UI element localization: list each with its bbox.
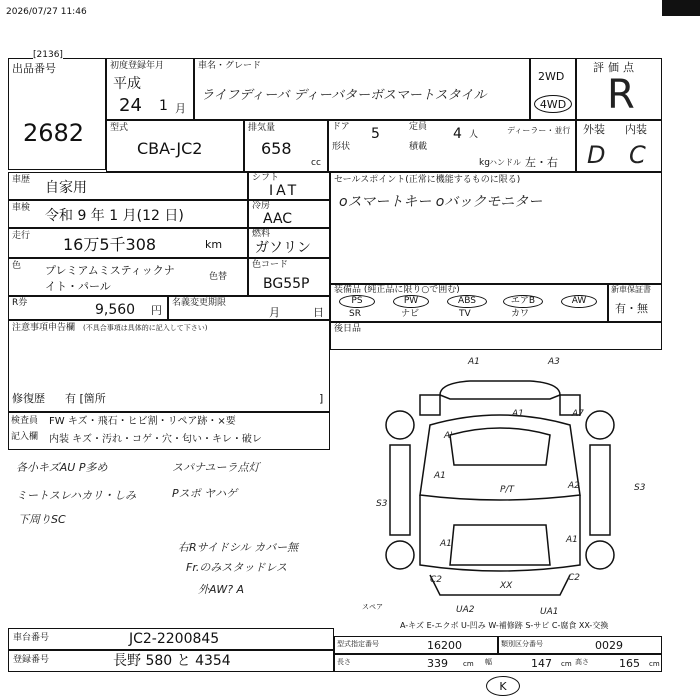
dmg-label-sill-right: S3 [634, 483, 646, 493]
equip-navi: ナビ [401, 309, 420, 319]
handle-label: ハンドル [489, 158, 521, 167]
type-designation-label: 型式指定番号 [337, 640, 379, 648]
inspector-box [8, 412, 330, 450]
spec-box [328, 120, 576, 172]
equip-abs: ABS [447, 295, 487, 308]
notes-sub: (不具合事項は具体的に記入して下さい) [83, 324, 208, 332]
height-value: 165 [619, 657, 640, 670]
sales-points-box [330, 172, 662, 284]
transfer-month: 月 [269, 306, 280, 319]
dmg-label-sill-left: S3 [376, 499, 388, 509]
fuel-value: ガソリン [255, 240, 311, 256]
equip-airbag: エアB [503, 295, 543, 308]
dmg-label-roof: P/T [500, 485, 514, 495]
transfer-row [168, 296, 330, 320]
handnote-5: Pスポ ヤハゲ [172, 487, 238, 500]
equipment-box [330, 284, 608, 322]
shift-row [248, 172, 330, 200]
first-reg-year: 24 [119, 95, 142, 116]
drive-2wd: 2WD [538, 70, 565, 83]
first-reg-unit: 月 [175, 102, 186, 115]
dmg-label-front-right: A3 [548, 357, 560, 367]
fuel-label: 燃料 [252, 229, 271, 239]
score-label: 評価点 [593, 61, 638, 74]
dmg-label-door-left: A1 [434, 471, 446, 481]
capacity-value: 4 [453, 126, 462, 142]
model-box [106, 120, 244, 172]
dmg-label-hood: A1 [512, 409, 524, 419]
aftermarket-box [330, 322, 662, 350]
class-number-row [498, 636, 662, 654]
dmg-label-fender-right: A7 [572, 409, 584, 419]
payload-unit: kg [479, 158, 490, 168]
chassis-row [8, 628, 334, 650]
height-label: 高さ [575, 658, 589, 666]
sales-points-value: oスマートキー oバックモニター [339, 194, 543, 210]
equipment-label: 装備品 (純正品に限り○で囲む) [334, 285, 460, 295]
use-row [8, 172, 248, 200]
sales-points-label: セールスポイント(正常に機能するものに限る) [334, 175, 521, 185]
footer-mark: K [486, 676, 520, 696]
inspector-row1: FW キズ・飛石・ヒビ割・リペア跡・×要 [49, 416, 236, 427]
interior-value: C [629, 141, 646, 169]
dmg-label-under-right: UA1 [540, 607, 559, 617]
repair-close: ] [319, 392, 324, 405]
color-value-line1: プレミアムミスティックナ [45, 264, 175, 277]
equip-ps: PS [339, 295, 375, 308]
repair-label: 修復歴 [12, 392, 45, 405]
payload-label: 積載 [409, 142, 428, 152]
registration-value: 長野 580 と 4354 [113, 653, 231, 669]
dmg-label-door-right: A2 [568, 481, 580, 491]
model-label: 型式 [110, 123, 129, 133]
timestamp: 2026/07/27 11:46 [6, 7, 87, 17]
handnote-6: 右Rサイドシル カバー無 [178, 541, 299, 554]
handnote-3: 下周りSC [18, 513, 66, 526]
ac-value: AAC [263, 211, 293, 227]
width-value: 147 [531, 657, 552, 670]
displacement-label: 排気量 [248, 123, 276, 133]
equip-sr: SR [349, 309, 361, 319]
chassis-label: 車台番号 [13, 633, 50, 643]
mileage-value: 16万5千308 [63, 235, 157, 254]
mileage-unit: km [205, 238, 223, 251]
width-unit: cm [561, 660, 572, 668]
handnote-1: 各小キズAU P多め [16, 461, 108, 474]
sheet-code: [2136] [33, 50, 63, 60]
handnote-2: ミートスレハカリ・しみ [16, 489, 137, 502]
score-box [576, 58, 662, 120]
interior-label: 内装 [625, 123, 647, 136]
equip-leather: カワ [511, 309, 530, 319]
exterior-value: D [587, 141, 606, 169]
shift-label: シフト [252, 173, 280, 183]
color-code-row [248, 258, 330, 296]
first-reg-box [106, 58, 194, 120]
handnote-4: スパナユーラ点灯 [172, 461, 260, 474]
dmg-label-fender-left: A' [444, 431, 453, 441]
dmg-label-front-left: A1 [468, 357, 480, 367]
damage-legend: A-キズ E-エクボ U-凹み W-補修跡 S-サビ C-腐食 XX-交換 [400, 621, 609, 630]
ac-row [248, 200, 330, 228]
use-value: 自家用 [45, 180, 87, 196]
handnote-7: Fr.のみスタッドレス [186, 561, 288, 574]
use-label: 車歴 [12, 175, 31, 185]
aftermarket-label: 後日品 [334, 324, 362, 334]
inspector-label1: 検査員 [11, 416, 39, 426]
car-name-box [194, 58, 530, 120]
shape-label: 形状 [332, 142, 351, 152]
inspection-label: 車検 [12, 203, 31, 213]
dimensions-row [334, 654, 662, 672]
chassis-value: JC2-2200845 [129, 631, 220, 647]
lot-label: 出品番号 [12, 62, 56, 75]
dealer-type: ディーラー・並行 [507, 126, 571, 135]
dmg-label-bumper-right: C2 [568, 573, 581, 583]
handnote-8: 外AW? A [198, 583, 245, 596]
color-change-label: 色替 [209, 272, 228, 282]
shift-value: IAT [269, 183, 300, 199]
notes-label: 注意事項申告欄 [12, 323, 76, 333]
recycle-label: R券 [12, 298, 28, 308]
length-unit: cm [463, 660, 474, 668]
car-name-value: ライフディーバ ディーバターボスマートスタイル [201, 88, 487, 103]
color-row [8, 258, 248, 296]
corner-mark [662, 0, 700, 16]
recycle-unit: 円 [151, 304, 162, 317]
registration-row [8, 650, 334, 672]
equip-aw: AW [561, 295, 597, 308]
mileage-label: 走行 [12, 231, 31, 241]
first-reg-label: 初度登録年月 [110, 61, 165, 71]
fuel-row [248, 228, 330, 258]
transfer-label: 名義変更期限 [172, 298, 227, 308]
exterior-label: 外装 [583, 123, 605, 136]
equip-tv: TV [459, 309, 471, 319]
drive-box [530, 58, 576, 120]
displacement-value: 658 [261, 139, 292, 158]
width-label: 幅 [485, 658, 492, 666]
lot-box [8, 50, 106, 170]
condition-box [576, 120, 662, 172]
first-reg-month: 1 [159, 98, 168, 114]
length-label: 長さ [337, 658, 351, 666]
repair-value: 有 [箇所 [65, 392, 106, 405]
spare-label: スペア [362, 603, 383, 611]
drive-4wd-circled: 4WD [534, 95, 572, 113]
class-number-label: 類別区分番号 [501, 640, 543, 648]
inspector-row2: 内装 キズ・汚れ・コゲ・穴・匂い・キレ・破レ [49, 434, 262, 445]
capacity-label: 定員 [409, 122, 428, 132]
warranty-value: 有・無 [615, 302, 648, 315]
dmg-label-rear-right: A1 [566, 535, 578, 545]
color-code-label: 色コード [252, 260, 289, 270]
first-reg-era: 平成 [113, 76, 141, 92]
warranty-label: 新車保証書 [611, 285, 651, 294]
inspector-label2: 記入欄 [11, 432, 39, 442]
warranty-box [608, 284, 662, 322]
inspection-value: 令和 9 年 1 月(12 日) [45, 208, 184, 224]
ac-label: 冷房 [252, 201, 271, 211]
lot-number: 2682 [23, 119, 85, 147]
model-value: CBA-JC2 [137, 139, 203, 158]
registration-label: 登録番号 [13, 655, 50, 665]
equip-pw: PW [393, 295, 429, 308]
color-value-line2: イト・パール [45, 280, 111, 293]
type-designation-value: 16200 [427, 639, 462, 652]
doors-value: 5 [371, 126, 380, 142]
doors-label: ドア [332, 122, 350, 132]
displacement-box [244, 120, 328, 172]
handle-value: 左・右 [525, 156, 558, 169]
capacity-unit: 人 [469, 130, 479, 140]
dmg-label-bumper-left: C2 [430, 575, 443, 585]
displacement-unit: cc [311, 158, 321, 168]
car-name-label: 車名・グレード [198, 61, 262, 71]
dmg-label-rear-left: A1 [440, 539, 452, 549]
transfer-day: 日 [313, 306, 324, 319]
recycle-row [8, 296, 168, 320]
score-value: R [607, 72, 635, 118]
class-number-value: 0029 [595, 639, 623, 652]
color-code-value: BG55P [263, 276, 310, 292]
type-designation-row [334, 636, 498, 654]
mileage-row [8, 228, 248, 258]
color-label: 色 [12, 261, 22, 271]
length-value: 339 [427, 657, 448, 670]
notes-box [8, 320, 330, 412]
recycle-value: 9,560 [95, 302, 136, 318]
height-unit: cm [649, 660, 660, 668]
dmg-label-rear-center: XX [500, 581, 513, 591]
inspection-row [8, 200, 248, 228]
dmg-label-under-left: UA2 [456, 605, 475, 615]
